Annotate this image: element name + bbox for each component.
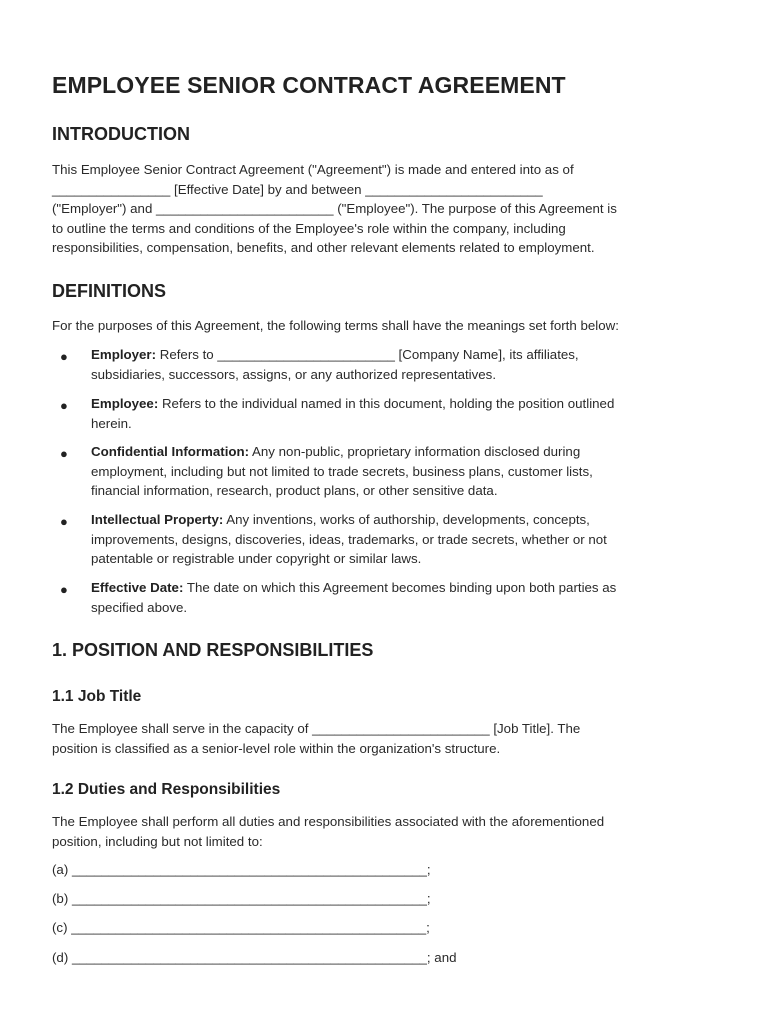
paragraph-line: This Employee Senior Contract Agreement ("Agreement") is made and entered into as of [52, 162, 574, 177]
paragraph-line: ("Employer") and ________________________ ("Employee"). The purpose of this Agreement is [52, 201, 617, 216]
duty-blank-a: (a) ________________________________________________; [52, 862, 431, 877]
definition-text: financial information, research, product plans, or other sensitive data. [91, 483, 498, 498]
definition-text: The date on which this Agreement becomes binding upon both parties as [186, 580, 617, 595]
bullet-icon: ● [60, 349, 68, 364]
introduction-paragraph [52, 160, 720, 258]
document-title: EMPLOYEE SENIOR CONTRACT AGREEMENT [52, 72, 566, 98]
definition-text: specified above. [91, 599, 188, 615]
definition-text: Any non-public, proprietary information disclosed during [252, 444, 581, 459]
definition-text: Refers to the individual named in this document, holding the position outlined [161, 396, 615, 411]
definition-term: Employer: [91, 347, 157, 362]
definition-text: patentable or registrable under copyright or similar laws. [91, 551, 422, 566]
definitions-heading: DEFINITIONS [52, 281, 167, 301]
paragraph-line: For the purposes of this Agreement, the following terms shall have the meanings set forth below: [52, 318, 619, 333]
paragraph-line: position is classified as a senior-level role within the organization's structure. [52, 740, 501, 756]
paragraph-line: The Employee shall perform all duties and responsibilities associated with the aforementioned [52, 814, 605, 829]
duties-paragraph [52, 812, 720, 851]
definition-term: Intellectual Property: [91, 512, 224, 527]
definition-text: Any inventions, works of authorship, developments, concepts, [226, 512, 590, 527]
definition-term: Confidential Information: [91, 444, 250, 459]
section-1-heading: 1. POSITION AND RESPONSIBILITIES [52, 640, 374, 660]
job-title-heading: 1.1 Job Title [52, 688, 142, 705]
introduction-heading: INTRODUCTION [52, 124, 190, 144]
duty-blank-c: (c) ________________________________________________; [52, 920, 430, 935]
definition-text: herein. [91, 415, 132, 431]
paragraph-line: position, including but not limited to: [52, 833, 263, 849]
definitions-intro [52, 316, 720, 336]
paragraph-line: to outline the terms and conditions of the Employee's role within the company, including [52, 220, 566, 236]
definition-term: Employee: [91, 396, 159, 411]
bullet-icon: ● [60, 398, 68, 413]
definition-text: subsidiaries, successors, assigns, or any authorized representatives. [91, 366, 497, 382]
bullet-icon: ● [60, 582, 68, 597]
duty-blank-d: (d) ________________________________________________; and [52, 950, 457, 965]
duty-blank-b: (b) ________________________________________________; [52, 891, 431, 906]
paragraph-line: The Employee shall serve in the capacity of ________________________ [Job Title]. The [52, 721, 581, 736]
duties-heading: 1.2 Duties and Responsibilities [52, 781, 281, 798]
paragraph-line: ________________ [Effective Date] by and between ________________________ [52, 181, 543, 197]
bullet-icon: ● [60, 446, 68, 461]
job-title-paragraph [52, 719, 720, 758]
definition-text: Refers to ________________________ [Company Name], its affiliates, [159, 347, 579, 362]
definition-term: Effective Date: [91, 580, 184, 595]
paragraph-line: responsibilities, compensation, benefits, and other relevant elements related to employment. [52, 240, 595, 255]
definition-text: improvements, designs, discoveries, ideas, trademarks, or trade secrets, whether or not [91, 531, 607, 547]
bullet-icon: ● [60, 514, 68, 529]
definition-text: employment, including but not limited to trade secrets, business plans, customer lists, [91, 463, 593, 479]
